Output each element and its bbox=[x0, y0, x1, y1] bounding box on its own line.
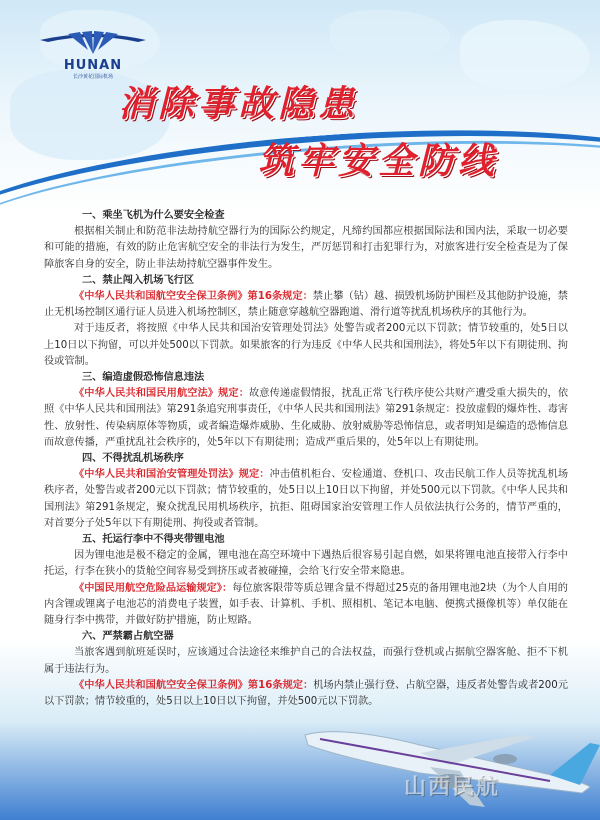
paragraph-text: 冲击值机柜台、安检通道、登机口、攻击民航工作人员等扰乱机场秩序者，处警告或者200元以下罚款；情节较重的，处5日以上10日以下拘留，并处500元以下罚款。《中华人民共和国刑法》第291条规定，聚众扰乱民用机场秩序，抗拒、阻碍国家治安管理工作人员依法执行公务的，情节严重的，对首要分子处5年以下有期徒刑、拘役或者管制。 bbox=[44, 469, 569, 529]
map-decoration bbox=[330, 10, 450, 60]
law-citation: 《中华人民共和国航空安全保卫条例》第16条规定： bbox=[74, 291, 313, 303]
paragraph bbox=[44, 548, 568, 580]
paragraph-text: 对于违反者，将按照《中华人民共和国治安管理处罚法》处警告或者200元以下罚款；情节较重的，处5日以上10日以下拘留，可以并处500以下罚款。如果旅客的行为违反《中华人民共和国刑法》，将处5年以下有期徒刑、拘役或管制。 bbox=[44, 323, 568, 367]
rules-body bbox=[44, 208, 568, 710]
logo-subtitle: 长沙黄花国际机场 bbox=[72, 74, 113, 80]
law-citation: 《中国民用航空危险品运输规定》： bbox=[74, 582, 233, 594]
paragraph bbox=[44, 645, 568, 677]
paragraph-text: 机场内禁止强行登、占航空器，违反者处警告或者200元以下罚款；情节较重的，处5日以上10日以下拘留，并处500元以下罚款。 bbox=[44, 679, 568, 708]
section-heading: 五、托运行李中不得夹带锂电池 bbox=[82, 534, 225, 546]
logo-name: HUNAN bbox=[63, 58, 123, 73]
section-heading: 六、严禁霸占航空器 bbox=[82, 631, 174, 643]
paragraph bbox=[44, 321, 568, 370]
paragraph bbox=[44, 289, 568, 321]
paragraph bbox=[44, 467, 568, 532]
law-citation: 《中华人民共和国民用航空法》规定： bbox=[74, 388, 249, 400]
paragraph bbox=[44, 678, 568, 710]
paragraph-text: 因为锂电池是极不稳定的金属，锂电池在高空环境中下遇热后很容易引起自燃，如果将锂电池直接带入行李中托运，行李在狭小的货舱空间容易受到挤压或者被碰撞，会给飞行安全带来隐患。 bbox=[44, 550, 568, 578]
map-decoration bbox=[460, 20, 590, 90]
headline-line-1: 消除事故隐患 bbox=[118, 84, 359, 125]
headline-line-2: 筑牢安全防线 bbox=[258, 141, 499, 182]
airport-logo bbox=[38, 28, 148, 80]
paragraph bbox=[44, 224, 568, 273]
law-citation: 《中华人民共和国治安管理处罚法》规定： bbox=[74, 469, 270, 481]
section-heading: 一、乘坐飞机为什么要安全检查 bbox=[82, 210, 225, 221]
paragraph-text: 当旅客遇到航班延误时，应该通过合法途径来维护自己的合法权益，而强行登机或占据航空器客舱、拒不下机属于违法行为。 bbox=[44, 647, 568, 675]
section-heading: 四、不得扰乱机场秩序 bbox=[82, 453, 184, 465]
section-heading: 二、禁止闯入机场飞行区 bbox=[82, 274, 195, 286]
paragraph bbox=[44, 581, 568, 630]
paragraph-text: 禁止攀（钻）越、损毁机场防护围栏及其他防护设施，禁止无机场控制区通行证人员进入机场控制区，禁止随意穿越航空器跑道、滑行道等扰乱机场秩序的其他行为。 bbox=[44, 291, 568, 319]
paragraph-text: 每位旅客限带等质总锂含量不得超过25克的备用锂电池2块（为个人自用的内含锂或锂离子电池芯的消费电子装置，如手表、计算机、手机、照相机、笔记本电脑、便携式摄像机等）单仅能在随身行李中携带，并做好防护措施，防止短路。 bbox=[44, 582, 568, 627]
paragraph-text: 故意传递虚假情报，扰乱正常飞行秩序使公共财产遭受重大损失的，依照《中华人民共和国刑法》第291条追究刑事责任，《中华人民共和国刑法》第291条规定：投放虚假的爆炸性、毒害性、放射性、传染病原体等物质，或者编造爆炸威胁、生化威胁、放射威胁等恐怖信息，或者明知是编造的恐怖信息而故意传播，严重扰乱社会秩序的，处5年以下有期徒刑；造成严重后果的，处5年以上有期徒刑。 bbox=[44, 388, 569, 448]
watermark: 山西民航 bbox=[404, 775, 501, 800]
paragraph bbox=[44, 386, 568, 451]
logo-wing-icon bbox=[38, 28, 148, 56]
paragraph-text: 根据相关制止和防范非法劫持航空器行为的国际公约规定，凡缔约国都应根据国际法和国内法，采取一切必要和可能的措施，有效的防止危害航空安全的非法行为发生，严厉惩罚和打击犯罪行为，对旅客进行安全检查是为了保障旅客自身的安全，防止非法劫持航空器事件发生。 bbox=[44, 226, 568, 270]
law-citation: 《中华人民共和国航空安全保卫条例》第16条规定： bbox=[74, 679, 314, 691]
section-heading: 三、编造虚假恐怖信息违法 bbox=[82, 372, 205, 384]
